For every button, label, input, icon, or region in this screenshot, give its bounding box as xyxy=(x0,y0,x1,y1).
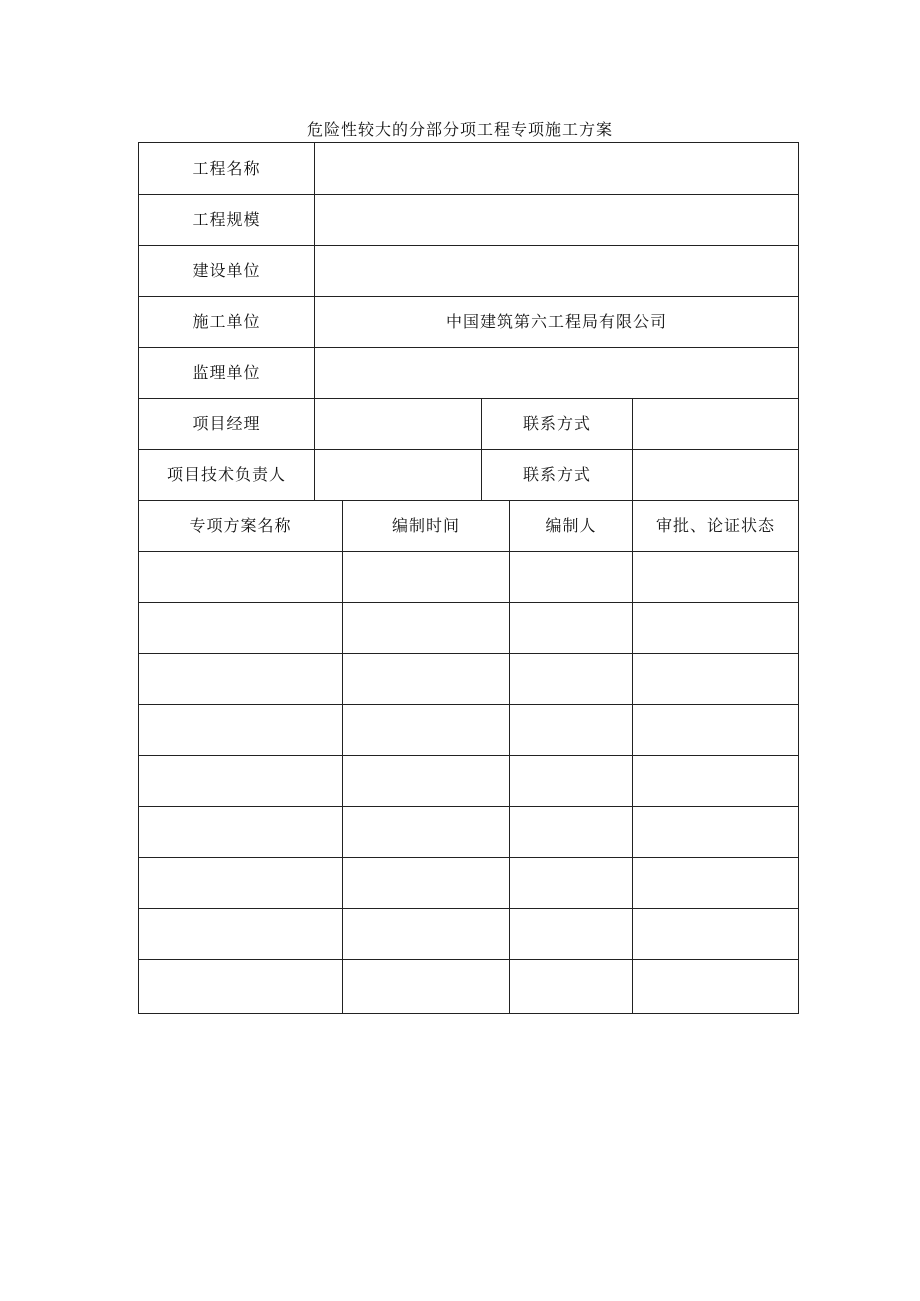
plan-status-cell[interactable] xyxy=(633,552,798,603)
plan-status-cell[interactable] xyxy=(633,603,798,654)
project-manager-label: 项目经理 xyxy=(139,399,315,450)
tl-contact-label: 联系方式 xyxy=(482,450,633,501)
plan-author-cell[interactable] xyxy=(510,807,633,858)
plan-name-cell[interactable] xyxy=(139,705,343,756)
owner-value[interactable] xyxy=(315,246,798,297)
owner-label: 建设单位 xyxy=(139,246,315,297)
document-title: 危险性较大的分部分项工程专项施工方案 xyxy=(306,120,613,139)
supervisor-label: 监理单位 xyxy=(139,348,315,399)
contractor-label: 施工单位 xyxy=(139,297,315,348)
plan-date-cell[interactable] xyxy=(343,603,510,654)
plan-author-cell[interactable] xyxy=(510,705,633,756)
plan-status-cell[interactable] xyxy=(633,909,798,960)
plan-author-cell[interactable] xyxy=(510,756,633,807)
plan-date-cell[interactable] xyxy=(343,858,510,909)
plan-name-cell[interactable] xyxy=(139,858,343,909)
plan-name-cell[interactable] xyxy=(139,756,343,807)
plan-date-cell[interactable] xyxy=(343,552,510,603)
project-name-label: 工程名称 xyxy=(139,143,315,195)
plan-name-cell[interactable] xyxy=(139,960,343,1013)
supervisor-value[interactable] xyxy=(315,348,798,399)
plan-status-cell[interactable] xyxy=(633,858,798,909)
plan-author-cell[interactable] xyxy=(510,960,633,1013)
tl-contact-value[interactable] xyxy=(633,450,798,501)
pm-contact-label: 联系方式 xyxy=(482,399,633,450)
plan-name-cell[interactable] xyxy=(139,909,343,960)
plan-author-cell[interactable] xyxy=(510,552,633,603)
project-scale-value[interactable] xyxy=(315,195,798,246)
technical-lead-label: 项目技术负责人 xyxy=(139,450,315,501)
plans-header-author: 编制人 xyxy=(510,501,633,552)
plan-name-cell[interactable] xyxy=(139,552,343,603)
plan-status-cell[interactable] xyxy=(633,654,798,705)
plan-date-cell[interactable] xyxy=(343,807,510,858)
plans-header-name: 专项方案名称 xyxy=(139,501,343,552)
plan-name-cell[interactable] xyxy=(139,603,343,654)
plan-date-cell[interactable] xyxy=(343,654,510,705)
project-scale-label: 工程规模 xyxy=(139,195,315,246)
plan-name-cell[interactable] xyxy=(139,807,343,858)
plan-status-cell[interactable] xyxy=(633,807,798,858)
plan-status-cell[interactable] xyxy=(633,960,798,1013)
plan-author-cell[interactable] xyxy=(510,858,633,909)
pm-contact-value[interactable] xyxy=(633,399,798,450)
plan-status-cell[interactable] xyxy=(633,705,798,756)
plan-date-cell[interactable] xyxy=(343,909,510,960)
plan-status-cell[interactable] xyxy=(633,756,798,807)
plan-author-cell[interactable] xyxy=(510,909,633,960)
plan-date-cell[interactable] xyxy=(343,705,510,756)
plans-header-status: 审批、论证状态 xyxy=(633,501,798,552)
project-manager-value[interactable] xyxy=(315,399,482,450)
plan-author-cell[interactable] xyxy=(510,603,633,654)
contractor-value[interactable]: 中国建筑第六工程局有限公司 xyxy=(315,297,798,348)
plan-author-cell[interactable] xyxy=(510,654,633,705)
plan-date-cell[interactable] xyxy=(343,960,510,1013)
technical-lead-value[interactable] xyxy=(315,450,482,501)
form-table xyxy=(138,142,799,1014)
project-name-value[interactable] xyxy=(315,143,798,195)
plan-date-cell[interactable] xyxy=(343,756,510,807)
plans-header-date: 编制时间 xyxy=(343,501,510,552)
plan-name-cell[interactable] xyxy=(139,654,343,705)
